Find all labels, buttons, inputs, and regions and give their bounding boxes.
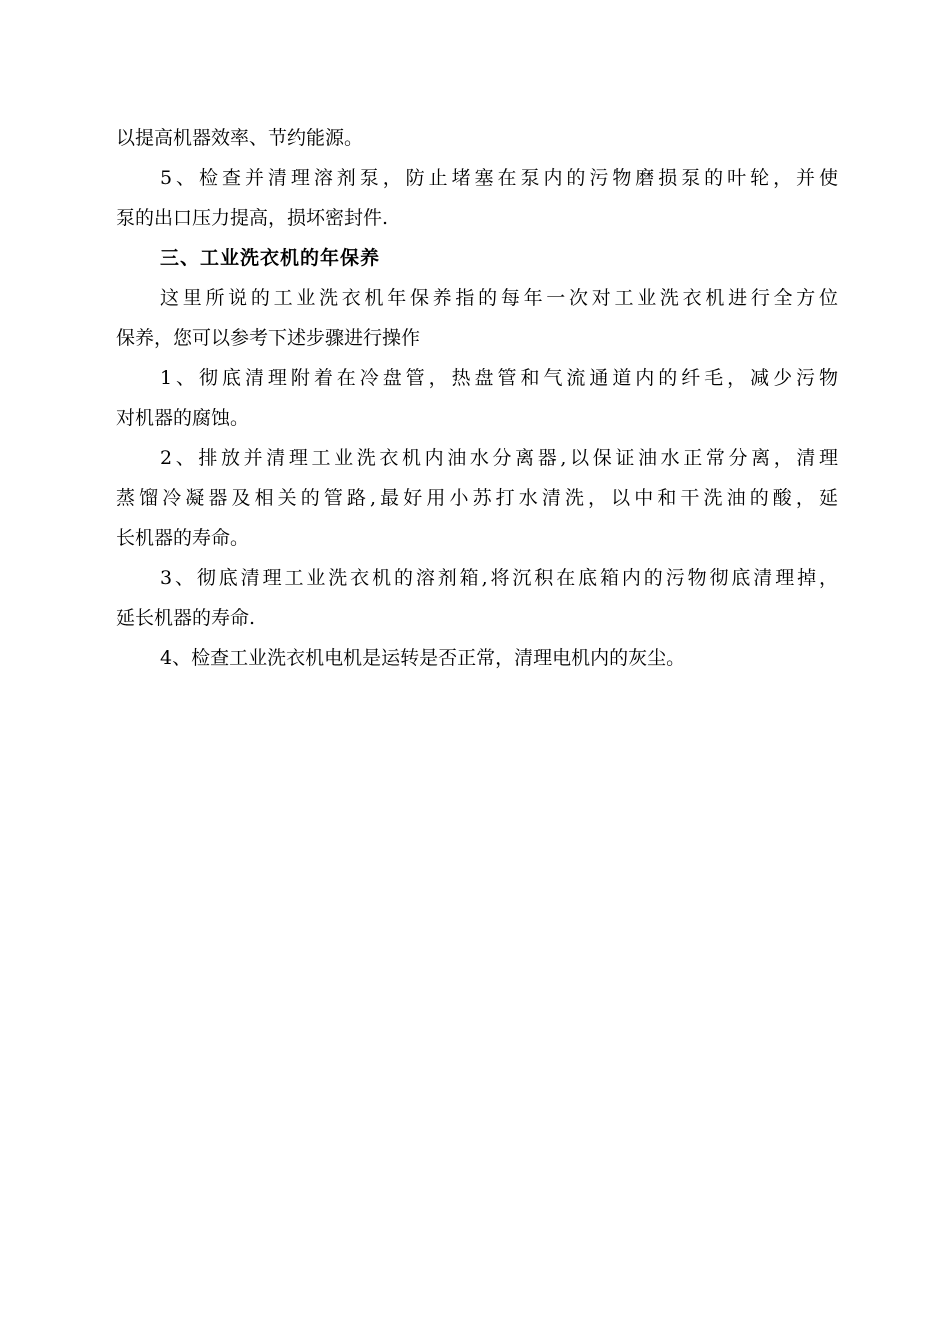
paragraph-line: 蒸馏冷凝器及相关的管路,最好用小苏打水清洗，以中和干洗油的酸，延	[116, 487, 838, 509]
paragraph-line: 这里所说的工业洗衣机年保养指的每年一次对工业洗衣机进行全方位	[160, 287, 838, 309]
paragraph-line: 4、检查工业洗衣机电机是运转是否正常，清理电机内的灰尘。	[160, 647, 686, 669]
paragraph-line: 保养，您可以参考下述步骤进行操作	[116, 327, 421, 349]
paragraph-line: 延长机器的寿命.	[116, 607, 256, 629]
paragraph-line: 5、检查并清理溶剂泵，防止堵塞在泵内的污物磨损泵的叶轮，并使	[160, 167, 838, 189]
paragraph-line: 1、彻底清理附着在冷盘管，热盘管和气流通道内的纤毛，减少污物	[160, 367, 838, 389]
paragraph-line: 3、彻底清理工业洗衣机的溶剂箱,将沉积在底箱内的污物彻底清理掉，	[160, 567, 838, 589]
paragraph-line: 以提高机器效率、节约能源。	[116, 127, 364, 149]
paragraph-line: 长机器的寿命。	[116, 527, 250, 549]
section-heading: 三、工业洗衣机的年保养	[160, 247, 381, 269]
paragraph-line: 泵的出口压力提高，损坏密封件.	[116, 207, 389, 229]
document-body	[116, 118, 838, 678]
paragraph-line: 2、排放并清理工业洗衣机内油水分离器,以保证油水正常分离，清理	[160, 447, 838, 469]
paragraph-line: 对机器的腐蚀。	[116, 407, 250, 429]
